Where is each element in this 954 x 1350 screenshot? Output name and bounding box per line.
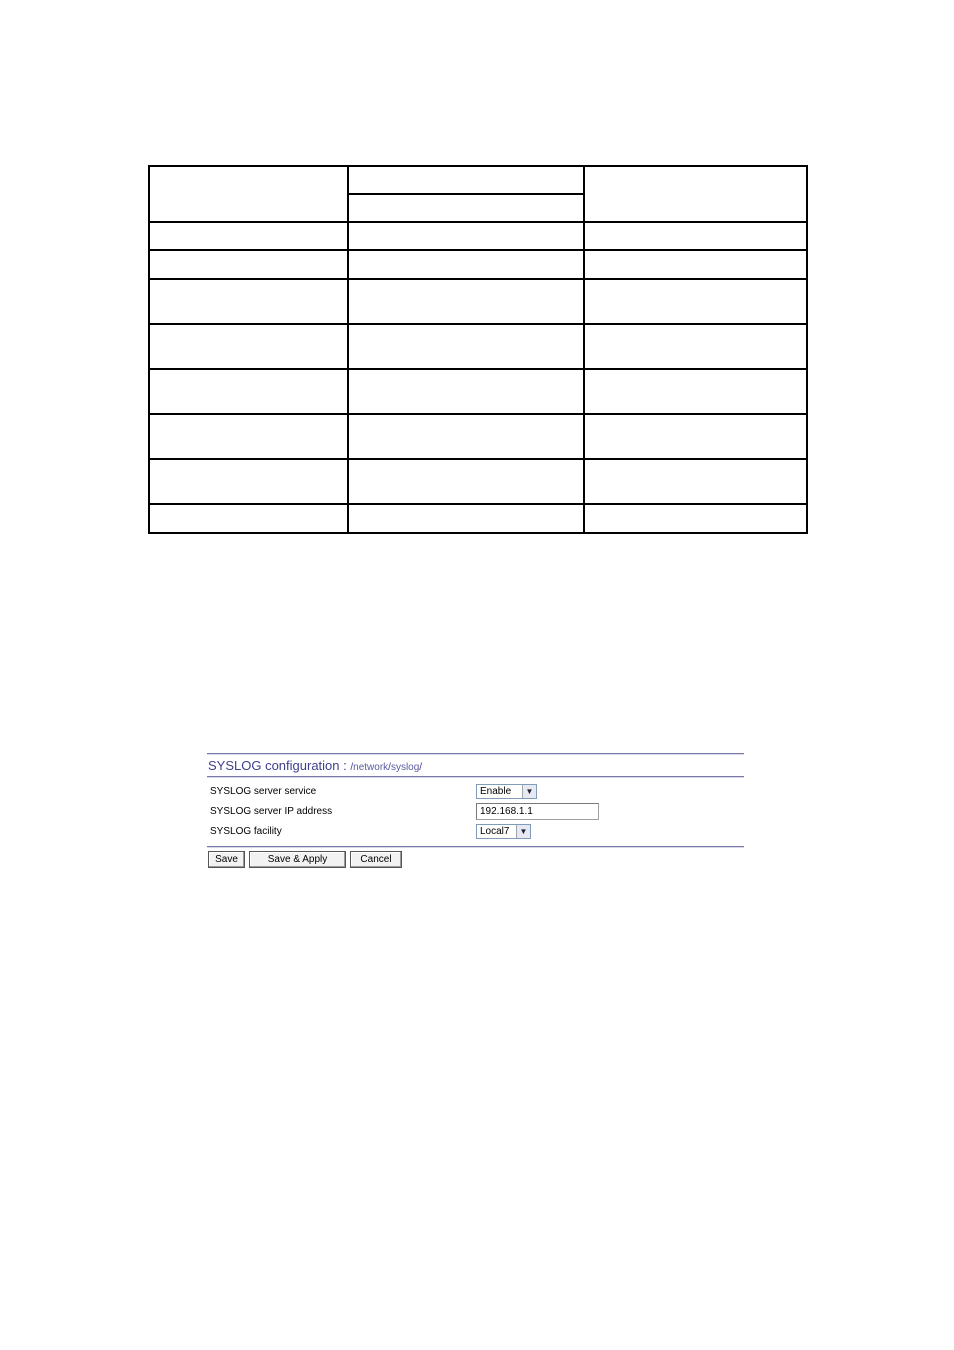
server-ip-input[interactable] [476,803,599,820]
row-server-ip [207,802,744,822]
table-cell [584,324,807,369]
table-cell [348,279,584,324]
table-row [149,414,807,459]
table-row [149,459,807,504]
cancel-button[interactable]: Cancel [350,851,402,868]
table-cell [149,504,348,533]
breadcrumb-network[interactable]: network [353,762,389,773]
table-cell [149,279,348,324]
button-bar [207,851,744,873]
table-cell [584,166,807,222]
bottom-divider [207,846,744,848]
table-row [149,279,807,324]
table-cell [149,369,348,414]
server-ip-label: SYSLOG server IP address [210,806,333,817]
table-cell [348,459,584,504]
table-row [149,324,807,369]
chevron-down-icon[interactable]: ▼ [516,825,530,838]
table-row [149,166,807,194]
table-cell [348,369,584,414]
table-cell [348,414,584,459]
blank-table [148,165,808,534]
table-row [149,222,807,250]
panel-header [207,755,744,776]
table-cell [149,222,348,250]
breadcrumb-separator: / [388,762,391,773]
breadcrumb-separator: / [419,762,423,773]
table-row [149,250,807,279]
breadcrumb-syslog[interactable]: syslog [390,762,420,773]
facility-select[interactable] [476,824,531,839]
form-rows [207,778,744,846]
table-cell [584,279,807,324]
row-server-service [207,782,744,802]
table-cell [584,250,807,279]
table-cell [348,250,584,279]
table-cell [149,459,348,504]
table-cell [348,324,584,369]
table-cell [584,459,807,504]
save-button[interactable]: Save [208,851,245,868]
server-service-label: SYSLOG server service [210,786,317,797]
table-cell [149,166,348,222]
facility-value: Local7 [480,826,510,837]
table-cell [149,414,348,459]
table-cell [584,504,807,533]
table-cell [584,222,807,250]
server-service-value: Enable [480,786,512,797]
breadcrumb-separator: / [350,762,354,773]
breadcrumb [350,762,422,773]
table-cell [348,222,584,250]
table-cell [584,414,807,459]
table-row [149,369,807,414]
chevron-down-icon[interactable]: ▼ [522,785,536,798]
table-cell [348,194,584,222]
table-cell [149,324,348,369]
save-apply-button[interactable]: Save & Apply [249,851,346,868]
title-text: SYSLOG configuration : [208,758,351,773]
facility-label: SYSLOG facility [210,826,282,837]
server-service-select[interactable] [476,784,537,799]
page-title [208,758,422,773]
row-facility [207,822,744,842]
table-cell [149,250,348,279]
table-row [149,504,807,533]
table-cell [348,504,584,533]
table-cell [348,166,584,194]
table-cell [584,369,807,414]
syslog-config-panel [207,753,744,873]
